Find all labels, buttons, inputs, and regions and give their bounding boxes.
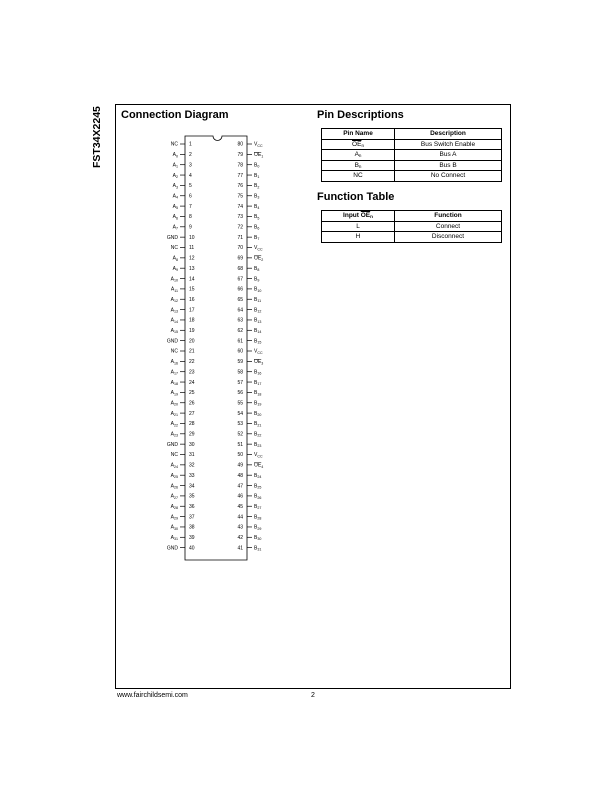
- right-pin-name: $V_{CC}$: [254, 452, 263, 459]
- right-pin-number: 55: [237, 400, 243, 407]
- right-pin-name: $B_6$: [254, 224, 260, 231]
- left-pin-number: 27: [189, 410, 195, 417]
- right-pin-name: $B_{20}$: [254, 410, 262, 417]
- right-pin-number: 60: [237, 348, 243, 355]
- pin-name-cell: [322, 171, 395, 182]
- connection-diagram-title: Connection Diagram: [121, 109, 229, 121]
- left-pin-name: $A_{19}$: [170, 390, 178, 397]
- pin-name-sub: n: [358, 153, 362, 158]
- left-pin-name: NC: [170, 245, 178, 252]
- right-pin-name: $B_{13}$: [254, 317, 262, 324]
- left-pin-name: $A_{29}$: [170, 514, 178, 521]
- left-pin-number: 24: [189, 379, 195, 386]
- right-pin-name: $OE_1$: [254, 152, 264, 159]
- left-pin-number: 20: [189, 338, 195, 345]
- left-pin-name: NC: [170, 452, 178, 459]
- left-pin-number: 19: [189, 328, 195, 334]
- right-pin-name: $OE_4$: [254, 462, 264, 469]
- right-pin-name: $B_{26}$: [254, 493, 262, 500]
- left-pin-name: $A_{30}$: [170, 524, 178, 531]
- left-pin-number: 14: [189, 276, 195, 283]
- right-pin-name: $B_{31}$: [254, 545, 262, 552]
- input-cell: L: [322, 221, 395, 232]
- right-pin-name: $V_{CC}$: [254, 141, 263, 148]
- right-pin-name: $B_{21}$: [254, 421, 262, 428]
- left-pin-name: $A_{25}$: [170, 472, 178, 480]
- right-pin-number: 53: [237, 421, 243, 428]
- left-pin-name: NC: [170, 141, 178, 148]
- left-pin-number: 11: [189, 245, 195, 252]
- right-pin-number: 56: [237, 390, 243, 397]
- left-pin-number: 25: [189, 390, 195, 397]
- left-pin-name: $A_{28}$: [170, 503, 178, 511]
- table-row: [322, 232, 502, 243]
- left-pin-number: 15: [189, 286, 195, 293]
- left-pin-name: $A_9$: [172, 265, 178, 273]
- right-pin-number: 78: [237, 162, 243, 169]
- left-pin-name: GND: [166, 234, 178, 241]
- pin-name-cell: [322, 160, 395, 171]
- table-row: [322, 171, 502, 182]
- right-pin-number: 68: [237, 265, 243, 272]
- right-pin-number: 43: [237, 524, 243, 531]
- left-pin-number: 32: [189, 462, 195, 469]
- left-pin-name: $A_4$: [172, 193, 178, 200]
- pin-descriptions-table: [321, 128, 502, 182]
- left-pin-number: 22: [189, 359, 195, 366]
- right-pin-name: $B_{10}$: [254, 286, 262, 293]
- left-pin-number: 9: [189, 224, 192, 231]
- pin-description: No Connect: [395, 171, 502, 182]
- pin-descriptions-title: Pin Descriptions: [317, 109, 404, 121]
- pin-description: Bus A: [395, 150, 502, 161]
- header-input: [322, 211, 395, 222]
- right-pin-name: $B_9$: [254, 276, 260, 283]
- right-pin-name: $B_2$: [254, 183, 260, 190]
- right-pin-name: $B_{18}$: [254, 390, 262, 397]
- right-pin-name: $B_{30}$: [254, 535, 262, 542]
- left-pin-number: 6: [189, 193, 192, 200]
- left-pin-name: $A_{23}$: [170, 431, 178, 438]
- pin-description: Bus B: [395, 160, 502, 171]
- right-pin-name: $B_{15}$: [254, 338, 262, 345]
- right-pin-number: 71: [237, 234, 243, 241]
- right-pin-name: $B_{28}$: [254, 514, 262, 521]
- function-cell: Connect: [395, 221, 502, 232]
- right-pin-number: 45: [237, 503, 243, 510]
- header-function: Function: [395, 211, 502, 222]
- right-pin-name: $V_{CC}$: [254, 348, 263, 355]
- left-pin-name: $A_7$: [172, 224, 178, 231]
- footer-page-number: 2: [311, 692, 315, 699]
- right-pin-name: $B_8$: [254, 265, 260, 273]
- left-pin-name: $A_{31}$: [170, 535, 178, 542]
- right-pin-number: 48: [237, 472, 243, 479]
- left-pin-name: $A_0$: [172, 152, 178, 159]
- right-pin-number: 47: [237, 483, 243, 490]
- right-pin-name: $B_7$: [254, 234, 260, 242]
- left-pin-number: 3: [189, 162, 192, 169]
- right-pin-name: $B_{23}$: [254, 441, 262, 449]
- left-pin-name: $A_{14}$: [170, 317, 178, 324]
- table-row: [322, 221, 502, 232]
- right-pin-number: 64: [237, 307, 243, 314]
- left-pin-number: 4: [189, 172, 192, 179]
- right-pin-number: 49: [237, 462, 243, 469]
- left-pin-number: 2: [189, 152, 192, 159]
- pin-name-cell: [322, 150, 395, 161]
- header-input-sub: n: [370, 214, 373, 219]
- left-pin-number: 16: [189, 296, 195, 303]
- left-pin-number: 7: [189, 203, 192, 210]
- input-cell: H: [322, 232, 395, 243]
- left-pin-name: $A_8$: [172, 255, 178, 262]
- function-cell: Disconnect: [395, 232, 502, 243]
- right-pin-number: 50: [237, 452, 243, 459]
- right-pin-name: $B_{27}$: [254, 503, 262, 511]
- left-pin-name: $A_{18}$: [170, 379, 178, 386]
- pin-name-sub: n: [361, 142, 364, 148]
- left-pin-number: 18: [189, 317, 195, 324]
- table-row: [322, 139, 502, 150]
- left-pin-number: 10: [189, 234, 195, 241]
- right-pin-number: 67: [237, 276, 243, 283]
- right-pin-name: $B_{12}$: [254, 307, 262, 314]
- left-pin-name: GND: [166, 338, 178, 345]
- left-pin-number: 31: [189, 452, 195, 459]
- pin-name-sub: n: [358, 163, 362, 169]
- right-pin-number: 58: [237, 369, 243, 376]
- right-pin-name: $B_{24}$: [254, 472, 262, 480]
- right-pin-name: $B_{17}$: [254, 379, 262, 386]
- right-pin-name: $B_{29}$: [254, 524, 262, 531]
- left-pin-number: 38: [189, 524, 195, 531]
- right-pin-name: $B_4$: [254, 203, 260, 210]
- right-pin-number: 80: [237, 141, 243, 148]
- left-pin-name: $A_{16}$: [170, 359, 178, 366]
- left-pin-name: $A_2$: [172, 172, 178, 179]
- left-pin-name: $A_{17}$: [170, 369, 178, 376]
- left-pin-number: 12: [189, 255, 195, 262]
- left-pin-name: NC: [170, 348, 178, 355]
- table-row: [322, 160, 502, 171]
- header-input-signal: $\overline{OE}$: [360, 212, 371, 219]
- left-pin-number: 39: [189, 535, 195, 541]
- right-pin-number: 63: [237, 317, 243, 324]
- left-pin-name: $A_{26}$: [170, 483, 178, 490]
- left-pin-number: 1: [189, 141, 192, 148]
- right-pin-number: 57: [237, 379, 243, 386]
- right-pin-name: $B_{11}$: [254, 296, 262, 304]
- right-pin-name: $B_{22}$: [254, 431, 262, 438]
- right-pin-name: $B_{19}$: [254, 400, 262, 407]
- left-pin-name: $A_{20}$: [170, 400, 178, 407]
- right-pin-name: $OE_3$: [254, 359, 264, 366]
- right-pin-number: 59: [237, 359, 243, 366]
- right-pin-name: $B_1$: [254, 172, 260, 179]
- left-pin-number: 36: [189, 503, 195, 510]
- right-pin-number: 62: [237, 328, 243, 334]
- table-header-row: [322, 211, 502, 222]
- left-pin-number: 28: [189, 421, 195, 428]
- right-pin-number: 65: [237, 296, 243, 303]
- left-pin-name: $A_{11}$: [170, 286, 178, 293]
- right-pin-number: 72: [237, 224, 243, 231]
- left-pin-name: $A_{10}$: [170, 276, 178, 283]
- part-number: FST34X2245: [91, 106, 103, 168]
- right-pin-name: $V_{CC}$: [254, 245, 263, 252]
- right-pin-number: 76: [237, 183, 243, 190]
- right-pin-number: 75: [237, 193, 243, 200]
- left-pin-name: $A_6$: [172, 214, 178, 221]
- right-pin-number: 66: [237, 286, 243, 293]
- pin-description: Bus Switch Enable: [395, 139, 502, 150]
- left-pin-number: 8: [189, 214, 192, 221]
- right-pin-number: 42: [237, 535, 243, 541]
- header-pin-name: Pin Name: [322, 129, 395, 140]
- left-pin-name: $A_{27}$: [170, 493, 178, 500]
- left-pin-number: 34: [189, 483, 195, 490]
- right-pin-number: 61: [237, 338, 243, 345]
- left-pin-number: 33: [189, 472, 195, 479]
- right-pin-name: $B_5$: [254, 214, 260, 221]
- left-pin-name: $A_{12}$: [170, 296, 178, 304]
- left-pin-name: $A_3$: [172, 183, 178, 190]
- left-pin-number: 29: [189, 431, 195, 438]
- left-pin-name: $A_{24}$: [170, 462, 178, 469]
- right-pin-number: 73: [237, 214, 243, 221]
- left-pin-number: 40: [189, 545, 195, 552]
- right-pin-name: $OE_2$: [254, 255, 264, 262]
- right-pin-number: 70: [237, 245, 243, 252]
- right-pin-name: $B_0$: [254, 162, 260, 169]
- left-pin-number: 23: [189, 369, 195, 376]
- left-pin-number: 13: [189, 265, 195, 272]
- pin-name: NC: [353, 172, 363, 179]
- right-pin-number: 69: [237, 255, 243, 262]
- footer-url: www.fairchildsemi.com: [117, 692, 188, 699]
- left-pin-number: 21: [189, 348, 195, 355]
- right-pin-name: $B_{25}$: [254, 483, 262, 490]
- function-table: [321, 210, 502, 243]
- left-pin-name: GND: [166, 441, 178, 448]
- header-input-prefix: Input: [343, 212, 361, 219]
- left-pin-number: 5: [189, 183, 192, 190]
- left-pin-name: $A_1$: [172, 162, 178, 169]
- pin-name-cell: [322, 139, 395, 150]
- right-pin-number: 44: [237, 514, 243, 521]
- left-pin-name: $A_{21}$: [170, 410, 178, 417]
- left-pin-number: 17: [189, 307, 195, 314]
- right-pin-number: 54: [237, 410, 243, 417]
- right-pin-number: 77: [237, 172, 243, 179]
- pin-name: $\overline{OE}$: [352, 140, 362, 148]
- right-pin-number: 74: [237, 203, 243, 210]
- right-pin-number: 51: [237, 441, 243, 448]
- right-pin-name: $B_3$: [254, 193, 260, 200]
- right-pin-number: 79: [237, 152, 243, 159]
- pin-name: B: [354, 161, 359, 169]
- left-pin-number: 37: [189, 514, 195, 521]
- left-pin-number: 30: [189, 441, 195, 448]
- right-pin-name: $B_{16}$: [254, 369, 262, 376]
- left-pin-number: 26: [189, 400, 195, 407]
- right-pin-number: 41: [237, 545, 243, 552]
- pin-name: A: [354, 151, 359, 158]
- right-pin-name: $B_{14}$: [254, 328, 262, 335]
- left-pin-name: $A_{13}$: [170, 307, 178, 314]
- table-row: [322, 150, 502, 161]
- left-pin-name: $A_5$: [172, 203, 178, 210]
- function-table-title: Function Table: [317, 191, 395, 203]
- left-pin-name: GND: [166, 545, 178, 552]
- left-pin-name: $A_{22}$: [170, 421, 178, 428]
- left-pin-number: 35: [189, 493, 195, 500]
- left-pin-name: $A_{15}$: [170, 328, 178, 335]
- header-description: Description: [395, 129, 502, 140]
- right-pin-number: 52: [237, 431, 243, 438]
- table-header-row: [322, 129, 502, 140]
- right-pin-number: 46: [237, 493, 243, 500]
